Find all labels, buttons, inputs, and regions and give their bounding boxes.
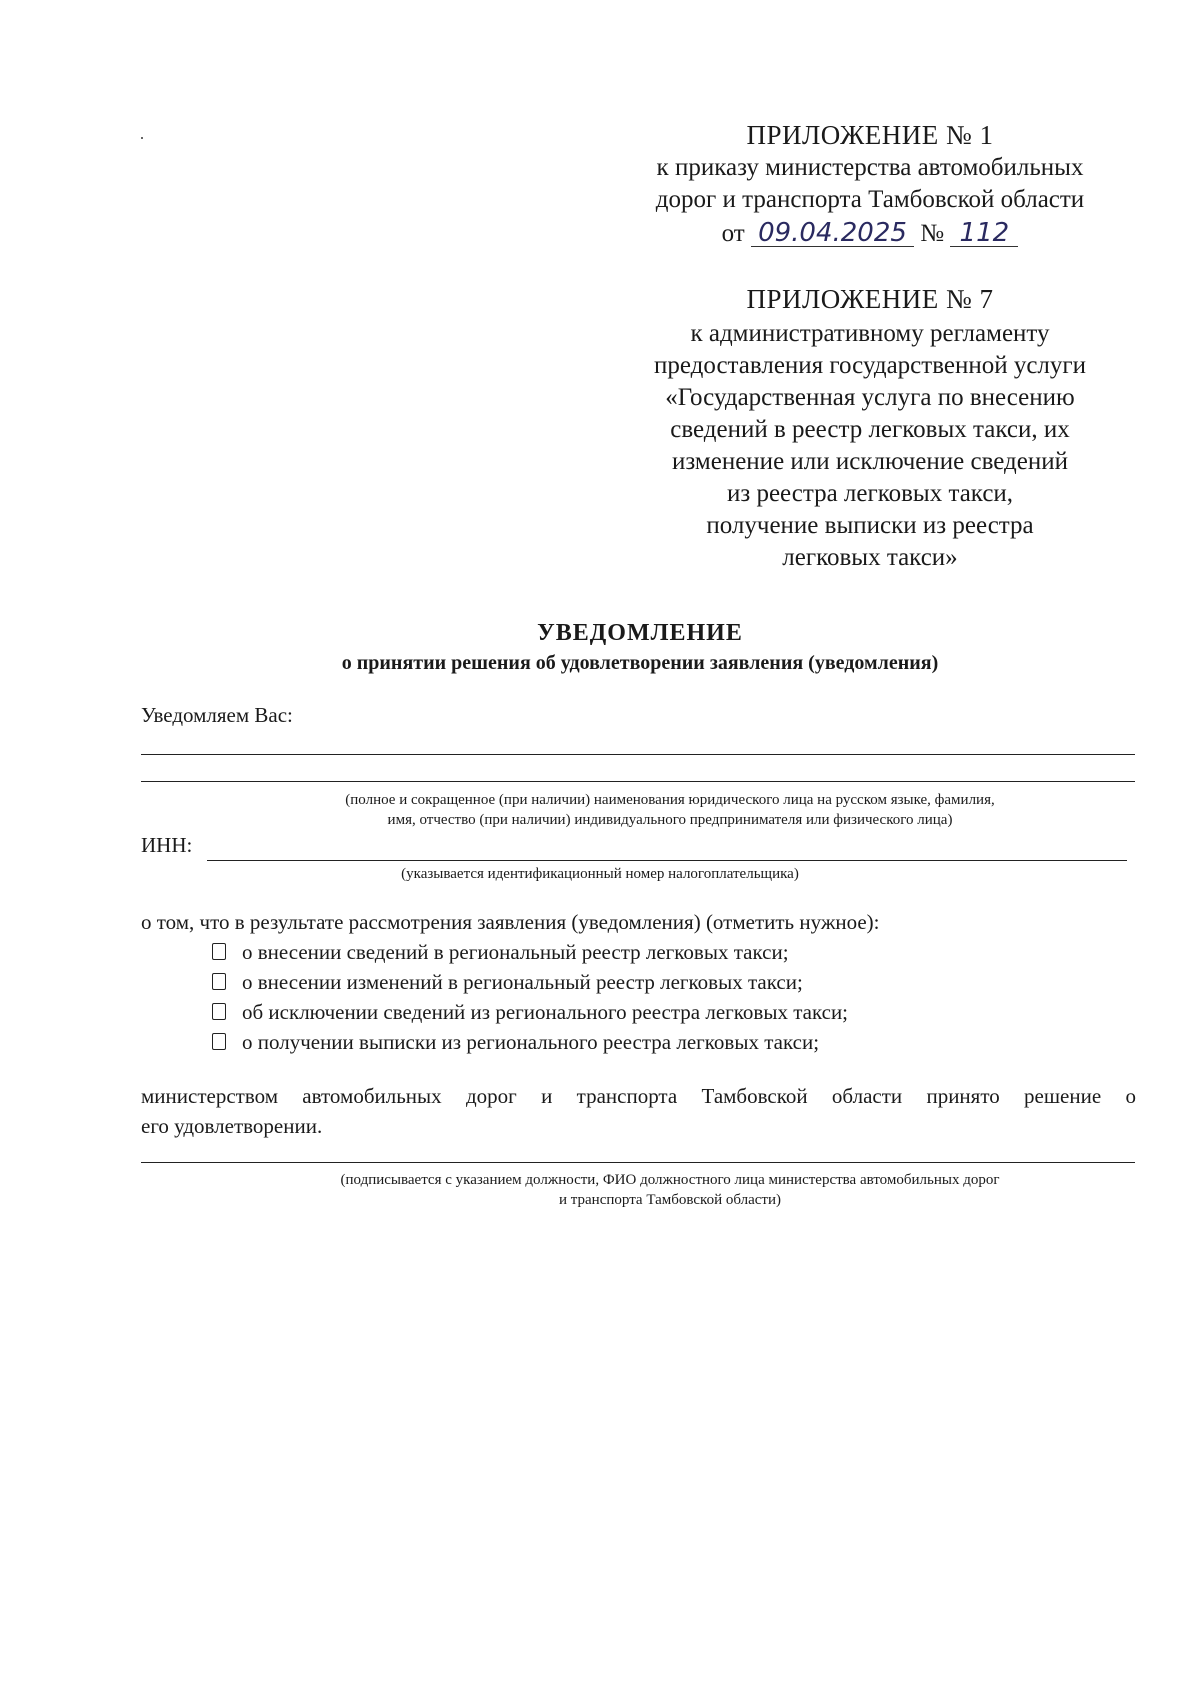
appendix-1-title: ПРИЛОЖЕНИЕ № 1 <box>746 120 994 150</box>
appendix-1-date-row <box>600 218 1140 250</box>
handwritten-number: 112 <box>950 220 1018 247</box>
notice-subtitle: о принятии решения об удовлетворении заявления (уведомления) <box>341 652 939 674</box>
appendix-1-line: дорог и транспорта Тамбовской области <box>655 186 1085 213</box>
option-row[interactable] <box>212 970 803 995</box>
greeting: Уведомляем Вас: <box>141 703 293 727</box>
signature-line <box>141 1162 1135 1163</box>
appendix-7-line: из реестра легковых такси, <box>726 480 1014 507</box>
intro-text: о том, что в результате рассмотрения заявления (уведомления) (отметить нужное): <box>141 910 880 934</box>
option-label: об исключении сведений из регионального реестра легковых такси; <box>242 1000 849 1024</box>
appendix-7-line: «Государственная услуга по внесению <box>665 384 1075 411</box>
option-row[interactable] <box>212 1000 848 1025</box>
option-label: о внесении изменений в региональный реестр легковых такси; <box>242 970 803 994</box>
appendix-1-block <box>600 118 1140 250</box>
signature-note-line2: и транспорта Тамбовской области) <box>559 1192 781 1208</box>
number-prefix: № <box>920 220 945 247</box>
appendix-7-line: предоставления государственной услуги <box>653 352 1087 379</box>
inn-label: ИНН: <box>141 833 193 857</box>
appendix-7-line: к административному регламенту <box>690 320 1050 347</box>
appendix-1-line: к приказу министерства автомобильных <box>656 154 1084 181</box>
name-note-line1: (полное и сокращенное (при наличии) наименования юридического лица на русском языке, фамилия, <box>345 792 995 808</box>
option-row[interactable] <box>212 1030 819 1055</box>
date-prefix: от <box>721 220 745 247</box>
inn-note: (указывается идентификационный номер налогоплательщика) <box>401 866 799 882</box>
appendix-7-line: сведений в реестр легковых такси, их <box>670 416 1070 443</box>
decision-line-2: его удовлетворении. <box>141 1114 323 1138</box>
scan-speck <box>141 137 143 139</box>
name-note-line2: имя, отчество (при наличии) индивидуального предпринимателя или физического лица) <box>387 812 953 828</box>
decision-line-1: министерством автомобильных дорог и транспорта Тамбовской области принято решение о <box>141 1084 1136 1108</box>
name-note <box>190 790 1150 830</box>
appendix-7-line: получение выписки из реестра <box>706 512 1034 539</box>
option-label: о получении выписки из регионального реестра легковых такси; <box>242 1030 820 1054</box>
notice-title: УВЕДОМЛЕНИЕ <box>537 620 743 646</box>
option-row[interactable] <box>212 940 789 965</box>
checkbox[interactable] <box>212 973 226 990</box>
name-line-1 <box>141 754 1135 755</box>
signature-note-line1: (подписывается с указанием должности, ФИО должностного лица министерства автомобильных дорог <box>340 1172 1000 1188</box>
appendix-7-block <box>600 282 1140 574</box>
name-line-2 <box>141 781 1135 782</box>
checkbox[interactable] <box>212 1033 226 1050</box>
appendix-7-line: легковых такси» <box>782 544 958 571</box>
appendix-7-title: ПРИЛОЖЕНИЕ № 7 <box>746 284 994 314</box>
checkbox[interactable] <box>212 1003 226 1020</box>
checkbox[interactable] <box>212 943 226 960</box>
inn-line <box>207 860 1127 861</box>
option-label: о внесении сведений в региональный реестр легковых такси; <box>242 940 789 964</box>
appendix-7-line: изменение или исключение сведений <box>672 448 1068 475</box>
handwritten-date: 09.04.2025 <box>751 220 914 247</box>
signature-note <box>200 1170 1140 1210</box>
